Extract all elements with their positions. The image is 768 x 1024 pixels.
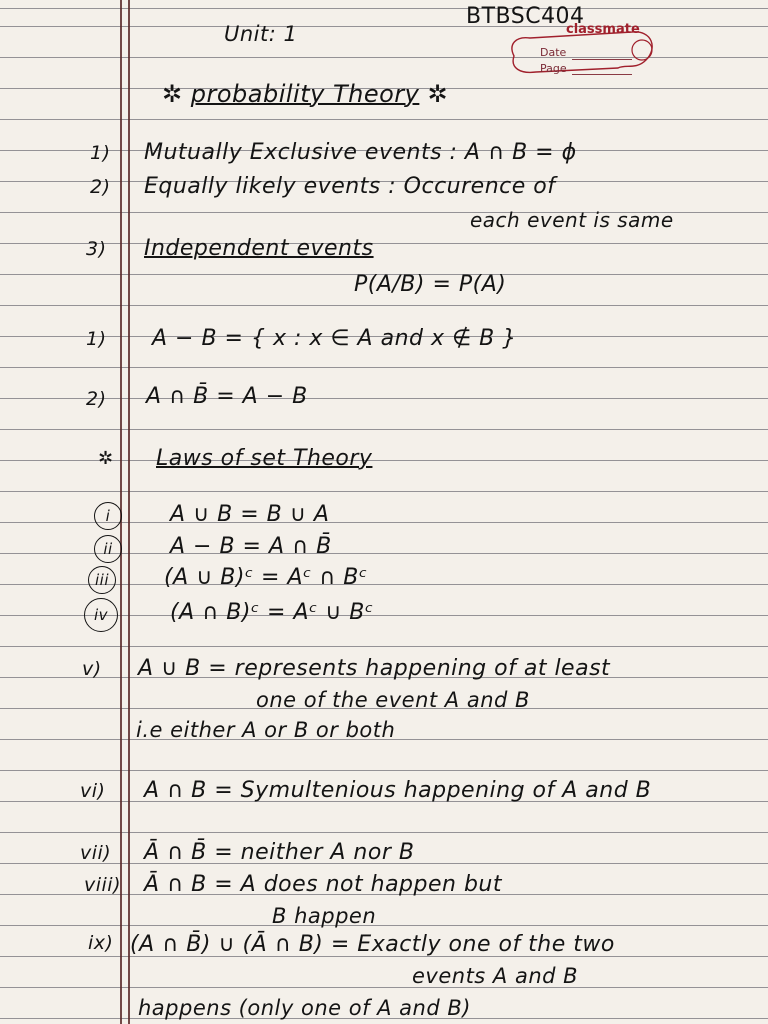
law-text: A ∪ B = B ∪ A: [170, 502, 330, 527]
law-text: (A ∪ B)ᶜ = Aᶜ ∩ Bᶜ: [164, 565, 368, 590]
page-title: probability Theory: [190, 80, 420, 108]
title-row: [162, 80, 448, 108]
laws-heading: Laws of set Theory: [156, 446, 373, 471]
def-num: 1): [90, 142, 111, 164]
def-text: Independent events: [144, 236, 374, 261]
setop-text: A − B = { x : x ∈ A and x ∉ B }: [152, 326, 517, 351]
def-num: 3): [86, 238, 107, 260]
course-code: BTBSC404: [466, 4, 585, 29]
event-text: Ā ∩ B̄ = neither A nor B: [144, 840, 415, 865]
event-text: A ∪ B = represents happening of at least: [138, 656, 611, 681]
event-text: i.e either A or B or both: [136, 718, 396, 742]
date-label: Date: [540, 46, 567, 59]
def-text: each event is same: [470, 208, 674, 232]
event-text: events A and B: [412, 964, 579, 988]
law-num: iii: [88, 566, 116, 594]
event-text: B happen: [272, 904, 377, 928]
top-rule: [0, 8, 768, 9]
classmate-stamp: [506, 14, 656, 84]
event-num: vii): [80, 842, 112, 864]
law-num: iv: [84, 598, 118, 632]
law-text: A − B = A ∩ B̄: [170, 534, 332, 559]
setop-num: 1): [86, 328, 107, 350]
def-text: Mutually Exclusive events : A ∩ B = ϕ: [144, 140, 577, 165]
page-label: Page: [540, 62, 567, 75]
star-icon: ✲: [162, 80, 183, 108]
event-text: happens (only one of A and B): [138, 996, 471, 1020]
law-num: i: [94, 502, 122, 530]
unit-label: Unit: 1: [224, 22, 298, 46]
event-num: v): [82, 658, 102, 680]
event-text: Ā ∩ B = A does not happen but: [144, 872, 502, 897]
setop-text: A ∩ B̄ = A − B: [146, 384, 308, 409]
event-num: viii): [84, 874, 121, 896]
star-icon: ✲: [427, 80, 449, 108]
event-text: (A ∩ B̄) ∪ (Ā ∩ B) = Exactly one of the two: [130, 932, 615, 957]
def-num: 2): [90, 176, 111, 198]
law-num: ii: [94, 535, 122, 563]
def-formula: P(A/B) = P(A): [354, 272, 507, 297]
event-num: vi): [80, 780, 106, 802]
def-text: Equally likely events : Occurence of: [144, 174, 556, 199]
event-text: A ∩ B = Symultenious happening of A and B: [144, 778, 652, 803]
date-rule: [572, 59, 632, 60]
brand-logo: classmate: [566, 22, 640, 37]
margin-line-right: [128, 0, 130, 1024]
event-text: one of the event A and B: [256, 688, 530, 712]
star-icon: ✲: [98, 448, 114, 469]
law-text: (A ∩ B)ᶜ = Aᶜ ∪ Bᶜ: [170, 600, 374, 625]
event-num: ix): [88, 932, 114, 954]
page-rule: [572, 74, 632, 75]
setop-num: 2): [86, 388, 107, 410]
